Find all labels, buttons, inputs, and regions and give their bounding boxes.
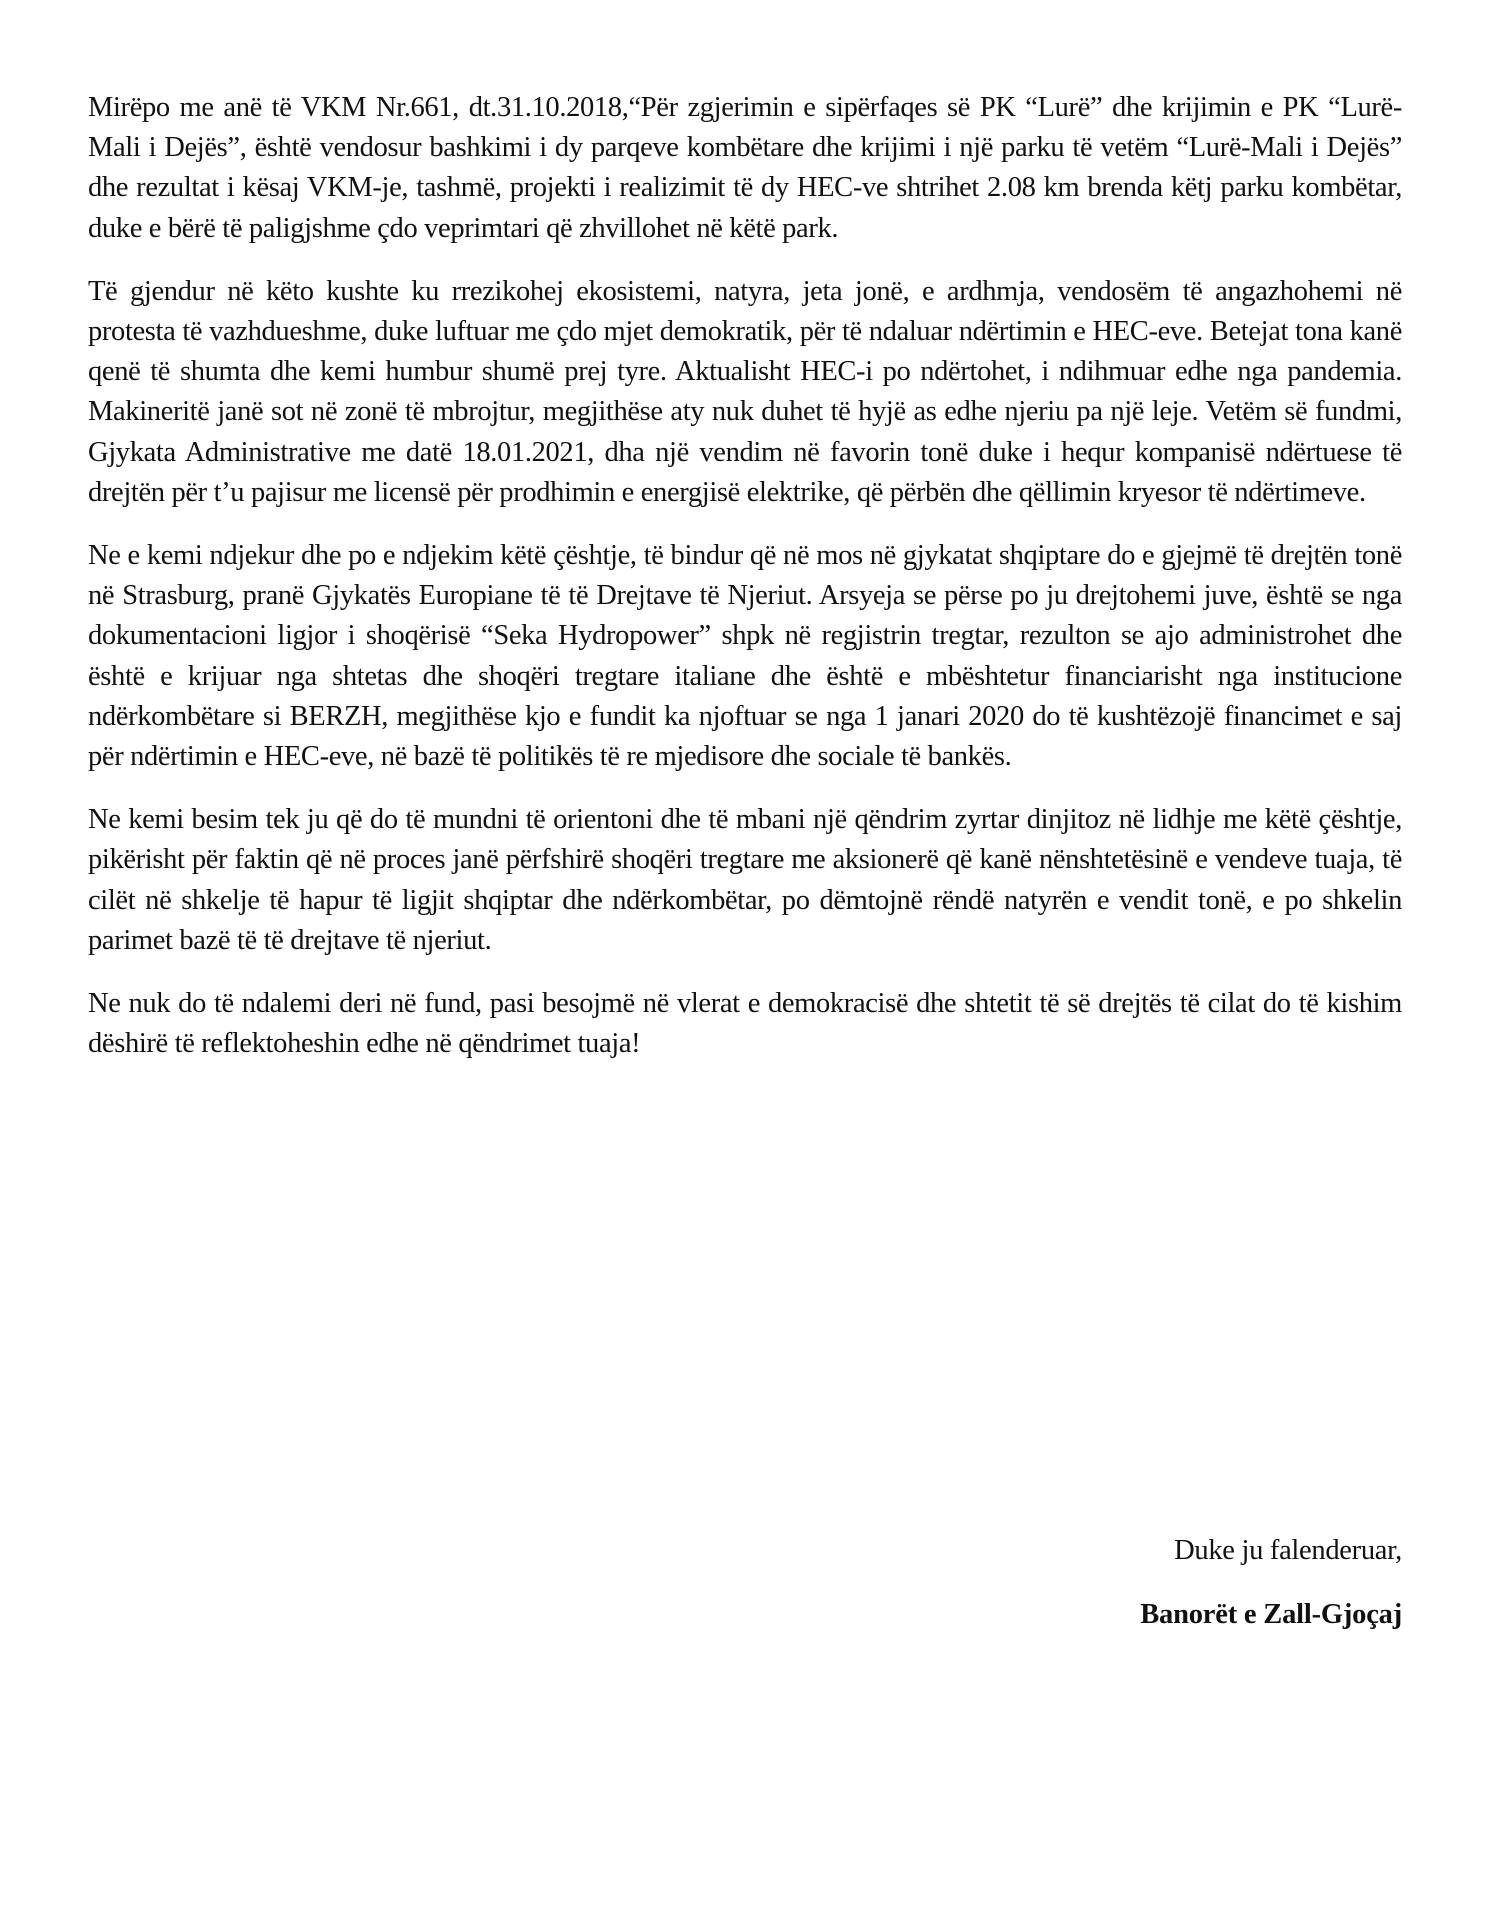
paragraph-request: Ne kemi besim tek ju që do të mundni të orientoni dhe të mbani një qëndrim zyrtar dinjitoz në lidhje me këtë çështje, pikërisht për faktin që në proces janë përfshirë shoqëri tregtare me aksionerë që kanë nënshtetësinë e vendeve tuaja, të cilët në shkelje të hapur të ligjit shqiptar dhe ndërkombëtar, po dëmtojnë rëndë natyrën e vendit tonë, e po shkelin parimet bazë të të drejtave të njeriut. [88,804,1402,956]
paragraph-legal-action: Ne e kemi ndjekur dhe po e ndjekim këtë çështje, të bindur që në mos në gjykatat shqiptare do e gjejmë të drejtën tonë në Strasburg, pranë Gjykatës Europiane të të Drejtave të Njeriut. Arsyeja se përse po ju drejtohemi juve, është se nga dokumentacioni ligjor i shoqërisë “Seka Hydropower” shpk në regjistrin tregtar, rezulton se ajo administrohet dhe është e krijuar nga shtetas dhe shoqëri tregtare italiane dhe është e mbështetur financiarisht nga institucione ndërkombëtare si BERZH, megjithëse kjo e fundit ka njoftuar se nga 1 janari 2020 do të kushtëzojë financimet e saj për ndërtimin e HEC-eve, në bazë të politikës të re mjedisore dhe sociale të bankës. [88,540,1402,773]
closing-line: Duke ju falenderuar, [1174,1535,1402,1566]
signature: Banorët e Zall-Gjoçaj [1140,1599,1402,1630]
paragraph-vkm-decision: Mirëpo me anë të VKM Nr.661, dt.31.10.2018,“Për zgjerimin e sipërfaqes së PK “Lurë” dhe krijimin e PK “Lurë-Mali i Dejës”, është vendosur bashkimi i dy parqeve kombëtare dhe krijimi i një parku të vetëm “Lurë-Mali i Dejës” dhe rezultat i kësaj VKM-je, tashmë, projekti i realizimit të dy HEC-ve shtrihet 2.08 km brenda këtj parku kombëtar, duke e bërë të paligjshme çdo veprimtari që zhvillohet në këtë park. [88,92,1402,244]
letter-body [88,88,1402,1087]
paragraph-conclusion: Ne nuk do të ndalemi deri në fund, pasi besojmë në vlerat e demokracisë dhe shtetit të së drejtës të cilat do të kishim dëshirë të reflektoheshin edhe në qëndrimet tuaja! [88,988,1402,1060]
paragraph-protests: Të gjendur në këto kushte ku rrezikohej ekosistemi, natyra, jeta jonë, e ardhmja, vendosëm të angazhohemi në protesta të vazhdueshme, duke luftuar me çdo mjet demokratik, për të ndaluar ndërtimin e HEC-eve. Betejat tona kanë qenë të shumta dhe kemi humbur shumë prej tyre. Aktualisht HEC-i po ndërtohet, i ndihmuar edhe nga pandemia. Makineritë janë sot në zonë të mbrojtur, megjithëse aty nuk duhet të hyjë as edhe njeriu pa një leje. Vetëm së fundmi, Gjykata Administrative me datë 18.01.2021, dha një vendim në favorin tonë duke i hequr kompanisë ndërtuese të drejtën për t’u pajisur me licensë për prodhimin e energjisë elektrike, që përbën dhe qëllimin kryesor të ndërtimeve. [88,275,1402,508]
